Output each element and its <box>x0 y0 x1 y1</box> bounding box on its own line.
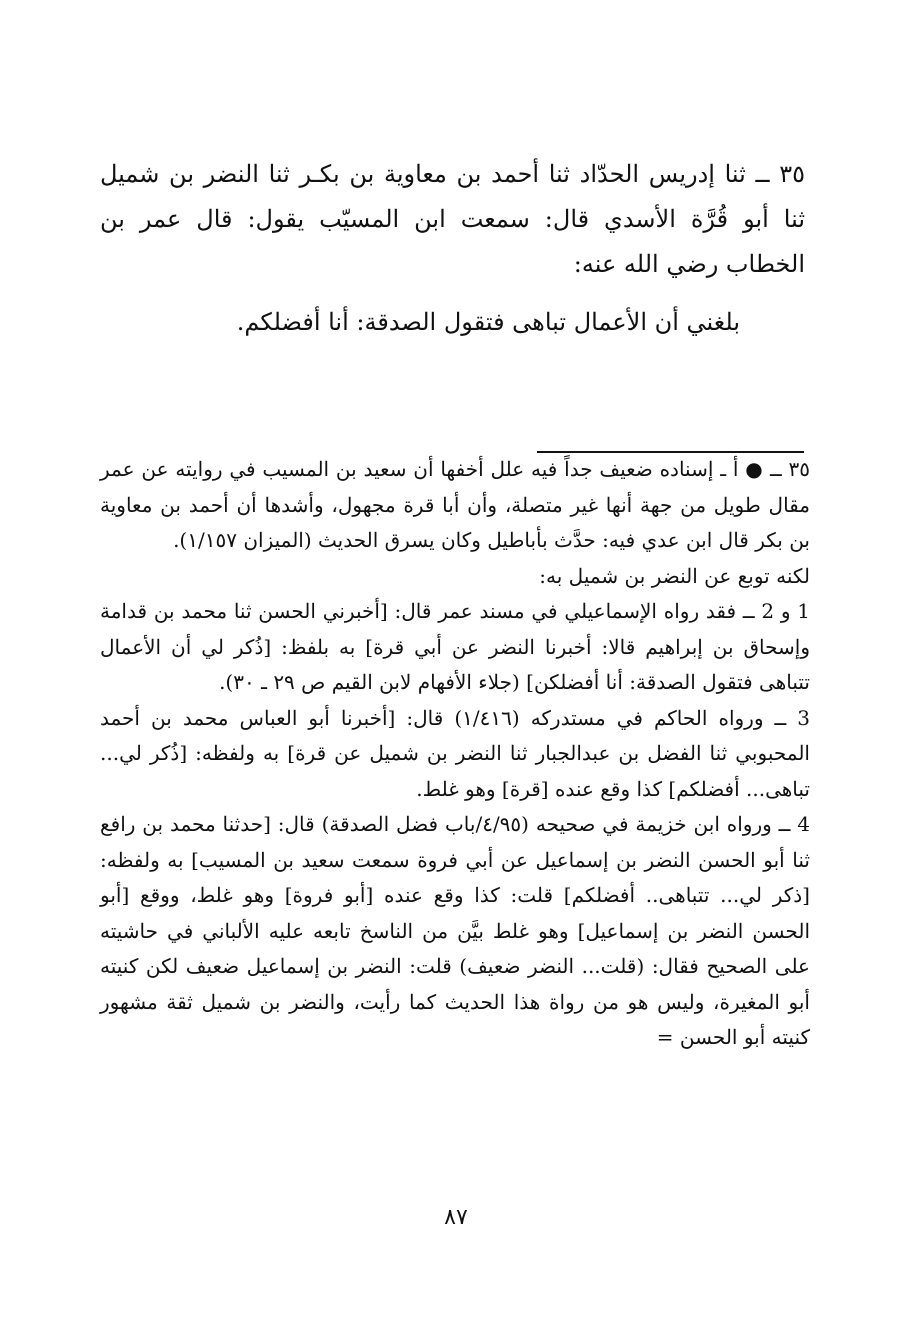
footnote-paragraph: لكنه توبع عن النضر بن شميل به: <box>539 563 810 588</box>
main-paragraph: ٣٥ ــ ثنا إدريس الحدّاد ثنا أحمد بن معاوية بن بكـر ثنا النضر بن شميل ثنا أبو قُرَّة الأسدي قال: سمعت ابن المسيّب يقول: قال عمر بن الخطاب رضي الله عنه: <box>100 160 806 278</box>
page-number: ٨٧ <box>444 1205 468 1230</box>
footnote-paragraph: 4 ــ ورواه ابن خزيمة في صحيحه (٤/٩٥/باب فضل الصدقة) قال: [حدثنا محمد بن رافع ثنا أبو الحسن النضر بن إسماعيل عن أبي فروة سمعت سعيد بن المسيب] به ولفظه: [ذكر لي... تتباهى.. أفضلكم] قلت: كذا وقع عنده [أبو فروة] وهو غلط، ووقع [أبو الحسن النضر بن إسماعيل] وهو غلط بيَّن من الناسخ تابعه عليه الألباني في حاشيته على الصحيح فقال: (قلت... النضر ضعيف) قلت: النضر بن إسماعيل ضعيف لكن كنيته أبو المغيرة، وليس هو من رواة هذا الحديث كما رأيت، والنضر بن شميل ثقة مشهور كنيته أبو الحسن = <box>100 812 810 1049</box>
footnote-paragraph: ٣٥ ــ ● أ ـ إسناده ضعيف جداً فيه علل أخفها أن سعيد بن المسيب في روايته عن عمر مقال طويل من جهة أنها غير متصلة، وأن أبا قرة مجهول، وأشدها أن أحمد بن معاوية بن بكر قال ابن عدي فيه: حدَّث بأباطيل وكان يسرق الحديث (الميزان ١/١٥٧). <box>100 457 810 552</box>
footnote-paragraph: 1 و 2 ــ فقد رواه الإسماعيلي في مسند عمر قال: [أخبرني الحسن ثنا محمد بن قدامة وإسحاق بن إبراهيم قالا: أخبرنا النضر عن أبي قرة] به بلفظ: [ذُكر لي أن الأعمال تتباهى فتقول الصدقة: أنا أفضلكن] (جلاء الأفهام لابن القيم ص ٢٩ ـ ٣٠). <box>100 599 810 694</box>
main-quote: بلغني أن الأعمال تباهى فتقول الصدقة: أنا أفضلكم. <box>236 308 740 336</box>
footnotes-section <box>100 452 810 1056</box>
footnote-paragraph: 3 ــ ورواه الحاكم في مستدركه (١/٤١٦) قال: [أخبرنا أبو العباس محمد بن أحمد المحبوبي ثنا الفضل بن عبدالجبار ثنا النضر بن شميل عن قرة] به ولفظه: [ذُكر لي... تباهى... أفضلكم] كذا وقع عنده [قرة] وهو غلط. <box>100 705 811 801</box>
main-text <box>100 152 805 287</box>
